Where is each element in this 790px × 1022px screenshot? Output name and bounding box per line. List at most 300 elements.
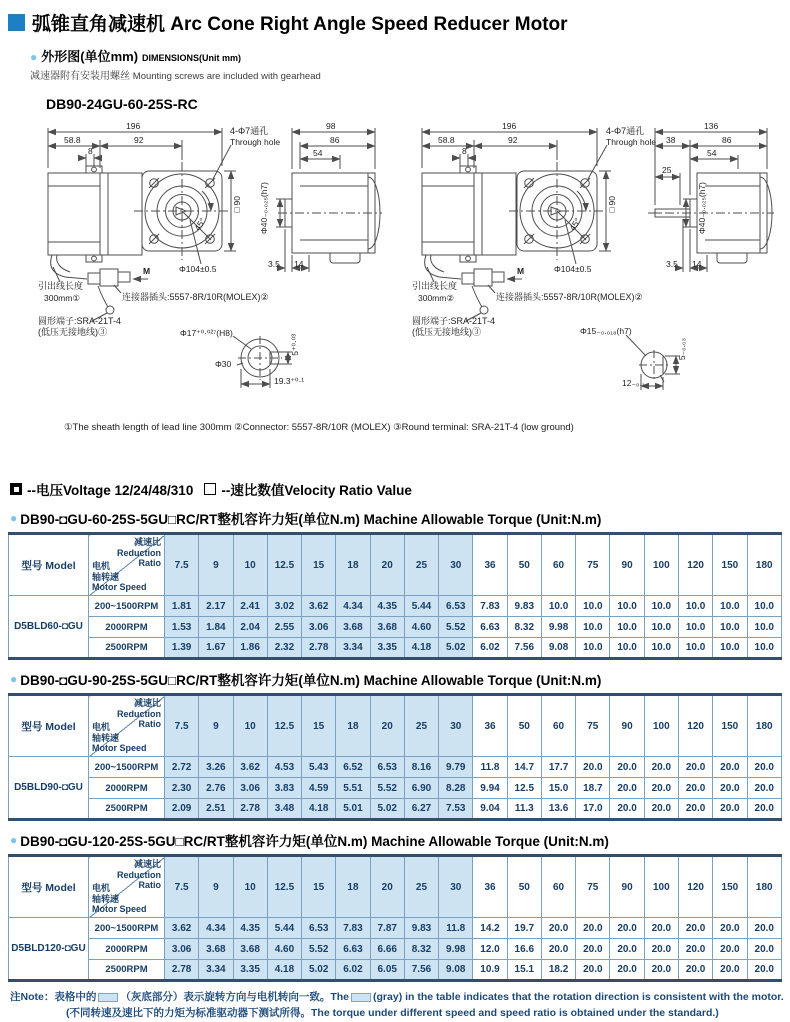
ratio-column-header: 12.5 bbox=[267, 695, 301, 757]
ratio-marker-icon bbox=[204, 483, 216, 495]
dim-step: 8 bbox=[88, 146, 93, 156]
torque-cell: 14.7 bbox=[507, 757, 541, 778]
ratio-column-header: 60 bbox=[541, 534, 575, 596]
torque-cell: 20.0 bbox=[678, 918, 712, 939]
torque-cell: 2.51 bbox=[199, 799, 233, 820]
terminal-label-1: 圆形端子:SRA-21T-4 bbox=[38, 316, 122, 326]
torque-cell: 9.08 bbox=[439, 960, 473, 981]
torque-cell: 10.0 bbox=[747, 596, 781, 617]
torque-cell: 11.3 bbox=[507, 799, 541, 820]
torque-cell: 9.94 bbox=[473, 778, 507, 799]
reduction-ratio-label: 减速比 Reduction Ratio bbox=[117, 859, 161, 891]
ratio-column-header: 36 bbox=[473, 695, 507, 757]
torque-cell: 20.0 bbox=[678, 960, 712, 981]
torque-cell: 4.18 bbox=[267, 960, 301, 981]
dim-angle: 45° bbox=[192, 216, 208, 233]
dim-shaft-diameter: Φ40₋₀.₀₂₅(h7) bbox=[259, 182, 269, 234]
dim-shaft-diameter: Φ40₋₀.₀₂₅(h7) bbox=[697, 182, 707, 234]
bullet-icon: ● bbox=[10, 672, 18, 686]
dim-side-total: 98 bbox=[326, 121, 336, 131]
ratio-column-header: 75 bbox=[576, 856, 610, 918]
ratio-column-header: 15 bbox=[302, 695, 336, 757]
torque-cell: 8.16 bbox=[404, 757, 438, 778]
torque-cell: 1.86 bbox=[233, 638, 267, 659]
torque-cell: 3.68 bbox=[199, 939, 233, 960]
ratio-column-header: 90 bbox=[610, 534, 644, 596]
detail-outer-dim: Φ30 bbox=[215, 359, 232, 369]
bullet-icon: ● bbox=[30, 50, 38, 64]
lead-wire-label-cn: 引出线长度 bbox=[412, 281, 458, 291]
torque-cell: 5.52 bbox=[370, 778, 404, 799]
lead-wire-label-cn: 引出线长度 bbox=[38, 281, 84, 291]
torque-cell: 5.02 bbox=[370, 799, 404, 820]
torque-cell: 9.83 bbox=[507, 596, 541, 617]
torque-cell: 10.0 bbox=[713, 617, 747, 638]
torque-cell: 6.05 bbox=[370, 960, 404, 981]
ratio-column-header: 15 bbox=[302, 534, 336, 596]
ratio-column-header: 7.5 bbox=[165, 856, 199, 918]
ratio-column-header: 100 bbox=[644, 695, 678, 757]
torque-cell: 2.17 bbox=[199, 596, 233, 617]
torque-cell: 4.60 bbox=[267, 939, 301, 960]
ratio-column-header: 9 bbox=[199, 856, 233, 918]
ratio-column-header: 18 bbox=[336, 534, 370, 596]
ratio-column-header: 150 bbox=[713, 534, 747, 596]
torque-cell: 1.81 bbox=[165, 596, 199, 617]
torque-cell: 2.76 bbox=[199, 778, 233, 799]
ratio-column-header: 50 bbox=[507, 534, 541, 596]
torque-cell: 20.0 bbox=[541, 918, 575, 939]
torque-cell: 20.0 bbox=[713, 757, 747, 778]
ratio-column-header: 20 bbox=[370, 856, 404, 918]
torque-cell: 20.0 bbox=[678, 757, 712, 778]
dimensions-label-en: DIMENSIONS(Unit mm) bbox=[142, 53, 242, 63]
dim-gear-length: 92 bbox=[508, 135, 518, 145]
torque-cell: 3.06 bbox=[302, 617, 336, 638]
dim-holes-en: Through hole bbox=[606, 137, 657, 147]
lead-wire-length: 300mm② bbox=[418, 293, 454, 303]
motor-speed-label: 电机 轴转速 Motor Speed bbox=[92, 722, 147, 754]
torque-cell: 9.98 bbox=[439, 939, 473, 960]
torque-cell: 5.02 bbox=[302, 960, 336, 981]
note-line-1 bbox=[10, 990, 790, 1006]
table-row bbox=[9, 799, 782, 820]
model-heading: DB90-24GU-60-25S-RC bbox=[46, 96, 198, 112]
model-cell: D5BLD60-◘GU bbox=[9, 596, 89, 659]
torque-cell: 20.0 bbox=[747, 939, 781, 960]
torque-cell: 20.0 bbox=[747, 778, 781, 799]
table-title-text: DB90-◘GU-60-25S-5GU□RC/RT整机容许力矩(单位N.m) Machine Allowable Torque (Unit:N.m) bbox=[20, 512, 602, 527]
dim-angle: 45° bbox=[567, 216, 583, 233]
terminal-label-1: 圆形端子:SRA-21T-4 bbox=[412, 316, 496, 326]
torque-cell: 3.62 bbox=[233, 757, 267, 778]
terminal-label-2: (低压无接地线)③ bbox=[38, 327, 107, 337]
torque-cell: 2.41 bbox=[233, 596, 267, 617]
torque-cell: 6.52 bbox=[336, 757, 370, 778]
torque-cell: 20.0 bbox=[644, 918, 678, 939]
torque-cell: 14.2 bbox=[473, 918, 507, 939]
torque-cell: 20.0 bbox=[747, 757, 781, 778]
ratio-column-header: 25 bbox=[404, 856, 438, 918]
torque-cell: 6.02 bbox=[336, 960, 370, 981]
dim-holes-cn: 4-Φ7通孔 bbox=[606, 126, 645, 136]
torque-cell: 15.1 bbox=[507, 960, 541, 981]
table-title-90 bbox=[10, 669, 782, 689]
speed-cell: 2500RPM bbox=[89, 638, 165, 659]
torque-cell: 3.62 bbox=[302, 596, 336, 617]
torque-cell: 20.0 bbox=[644, 778, 678, 799]
torque-cell: 20.0 bbox=[541, 939, 575, 960]
torque-cell: 3.34 bbox=[199, 960, 233, 981]
torque-cell: 20.0 bbox=[644, 757, 678, 778]
ratio-column-header: 100 bbox=[644, 534, 678, 596]
model-cell: D5BLD90-◘GU bbox=[9, 757, 89, 820]
reduction-ratio-label: 减速比 Reduction Ratio bbox=[117, 698, 161, 730]
table-title-text: DB90-◘GU-120-25S-5GU□RC/RT整机容许力矩(单位N.m) Machine Allowable Torque (Unit:N.m) bbox=[20, 834, 609, 849]
ratio-column-header: 20 bbox=[370, 534, 404, 596]
torque-cell: 4.35 bbox=[233, 918, 267, 939]
torque-cell: 5.43 bbox=[302, 757, 336, 778]
speed-cell: 2500RPM bbox=[89, 799, 165, 820]
torque-cell: 5.01 bbox=[336, 799, 370, 820]
ratio-column-header: 120 bbox=[678, 856, 712, 918]
torque-table-block-60 bbox=[8, 508, 782, 660]
torque-cell: 2.78 bbox=[165, 960, 199, 981]
dim-foot-a: 3.5 bbox=[666, 259, 678, 269]
ratio-column-header: 90 bbox=[610, 695, 644, 757]
dim-flange-square: □90 bbox=[607, 196, 617, 216]
drawing-footnote: ①The sheath length of lead line 300mm ②Connector: 5557-8R/10R (MOLEX) ③Round terminal: SRA-21T-4 (low ground) bbox=[64, 422, 574, 433]
torque-cell: 6.63 bbox=[336, 939, 370, 960]
bottom-note bbox=[10, 990, 790, 1022]
torque-cell: 20.0 bbox=[678, 799, 712, 820]
gray-swatch-icon bbox=[351, 993, 371, 1002]
connector-label: 连接器插头:5557-8R/10R(MOLEX)② bbox=[496, 292, 643, 302]
ratio-column-header: 30 bbox=[439, 534, 473, 596]
ratio-column-header: 120 bbox=[678, 534, 712, 596]
torque-cell: 10.0 bbox=[644, 617, 678, 638]
right-drawing-lineart bbox=[412, 116, 787, 408]
ratio-column-header: 9 bbox=[199, 534, 233, 596]
dim-step: 8 bbox=[462, 146, 467, 156]
dim-foot-b: 14 bbox=[692, 259, 702, 269]
ratio-column-header: 9 bbox=[199, 695, 233, 757]
ratio-column-header: 60 bbox=[541, 856, 575, 918]
bullet-icon: ● bbox=[10, 833, 18, 847]
torque-cell: 3.68 bbox=[370, 617, 404, 638]
motor-speed-label: 电机 轴转速 Motor Speed bbox=[92, 561, 147, 593]
terminal-label-2: (低压无接地线)③ bbox=[412, 327, 481, 337]
torque-cell: 3.34 bbox=[336, 638, 370, 659]
torque-cell: 20.0 bbox=[610, 918, 644, 939]
torque-cell: 20.0 bbox=[610, 778, 644, 799]
torque-cell: 20.0 bbox=[576, 757, 610, 778]
note-p2: （灰底部分）表示旋转方向与电机转向一致。The bbox=[120, 991, 350, 1003]
detail-width-dim: 12₋₀.₁ bbox=[622, 378, 645, 388]
torque-cell: 9.98 bbox=[541, 617, 575, 638]
ratio-column-header: 7.5 bbox=[165, 695, 199, 757]
torque-cell: 5.51 bbox=[336, 778, 370, 799]
torque-cell: 20.0 bbox=[610, 757, 644, 778]
dim-foot-a: 3.5 bbox=[268, 259, 280, 269]
ratio-column-header: 30 bbox=[439, 695, 473, 757]
torque-cell: 2.30 bbox=[165, 778, 199, 799]
ratio-column-header: 12.5 bbox=[267, 534, 301, 596]
bullet-icon: ● bbox=[10, 511, 18, 525]
torque-cell: 2.32 bbox=[267, 638, 301, 659]
torque-cell: 3.68 bbox=[233, 939, 267, 960]
dim-pitch-circle: Φ104±0.5 bbox=[179, 264, 217, 274]
torque-cell: 4.18 bbox=[404, 638, 438, 659]
torque-cell: 17.0 bbox=[576, 799, 610, 820]
torque-cell: 20.0 bbox=[610, 960, 644, 981]
torque-cell: 3.35 bbox=[233, 960, 267, 981]
dimensions-section-line bbox=[0, 36, 790, 65]
table-row bbox=[9, 617, 782, 638]
torque-cell: 10.0 bbox=[678, 638, 712, 659]
voltage-legend-label: --电压Voltage 12/24/48/310 bbox=[27, 483, 194, 498]
torque-cell: 6.63 bbox=[473, 617, 507, 638]
torque-cell: 2.04 bbox=[233, 617, 267, 638]
torque-cell: 7.83 bbox=[473, 596, 507, 617]
ratio-column-header: 10 bbox=[233, 856, 267, 918]
table-row bbox=[9, 939, 782, 960]
mounting-screws-en: Mounting screws are included with gearhead bbox=[132, 71, 321, 82]
dim-side-b: 86 bbox=[722, 135, 732, 145]
torque-cell: 10.0 bbox=[610, 596, 644, 617]
mounting-screws-cn: 减速器附有安装用螺丝 bbox=[30, 71, 130, 82]
ratio-column-header: 180 bbox=[747, 856, 781, 918]
model-column-header: 型号 Model bbox=[9, 856, 89, 918]
torque-table-block-120 bbox=[8, 830, 782, 982]
ratio-column-header: 18 bbox=[336, 856, 370, 918]
drawing-round-shaft-version bbox=[30, 116, 405, 408]
torque-cell: 4.53 bbox=[267, 757, 301, 778]
torque-cell: 12.5 bbox=[507, 778, 541, 799]
ratio-column-header: 180 bbox=[747, 695, 781, 757]
torque-cell: 2.78 bbox=[302, 638, 336, 659]
model-cell: D5BLD120-◘GU bbox=[9, 918, 89, 981]
ratio-column-header: 15 bbox=[302, 856, 336, 918]
torque-cell: 1.53 bbox=[165, 617, 199, 638]
torque-cell: 20.0 bbox=[713, 778, 747, 799]
torque-cell: 7.83 bbox=[336, 918, 370, 939]
ratio-column-header: 150 bbox=[713, 856, 747, 918]
torque-cell: 4.59 bbox=[302, 778, 336, 799]
torque-cell: 4.34 bbox=[336, 596, 370, 617]
speed-cell: 2000RPM bbox=[89, 617, 165, 638]
torque-cell: 16.6 bbox=[507, 939, 541, 960]
table-row bbox=[9, 596, 782, 617]
mounting-screws-line bbox=[0, 65, 790, 82]
torque-cell: 3.48 bbox=[267, 799, 301, 820]
model-column-header: 型号 Model bbox=[9, 695, 89, 757]
dim-total-length: 196 bbox=[502, 121, 517, 131]
ratio-speed-diagonal-header bbox=[89, 856, 165, 918]
torque-table-90 bbox=[8, 693, 782, 821]
torque-cell: 11.8 bbox=[439, 918, 473, 939]
torque-table-120 bbox=[8, 854, 782, 982]
torque-cell: 20.0 bbox=[576, 960, 610, 981]
mount-direction-mark: M bbox=[143, 266, 151, 276]
page-header bbox=[0, 0, 790, 36]
speed-cell: 200~1500RPM bbox=[89, 918, 165, 939]
table-row bbox=[9, 778, 782, 799]
dim-foot-b: 14 bbox=[294, 259, 304, 269]
torque-cell: 18.2 bbox=[541, 960, 575, 981]
torque-cell: 20.0 bbox=[644, 939, 678, 960]
torque-cell: 7.56 bbox=[404, 960, 438, 981]
ratio-column-header: 50 bbox=[507, 856, 541, 918]
speed-cell: 2000RPM bbox=[89, 939, 165, 960]
lead-wire-length: 300mm① bbox=[44, 293, 80, 303]
page-title: 弧锥直角减速机 Arc Cone Right Angle Speed Reducer Motor bbox=[32, 14, 568, 35]
voltage-marker-icon bbox=[10, 483, 22, 495]
torque-cell: 9.83 bbox=[404, 918, 438, 939]
ratio-column-header: 18 bbox=[336, 695, 370, 757]
torque-cell: 12.0 bbox=[473, 939, 507, 960]
torque-cell: 3.83 bbox=[267, 778, 301, 799]
torque-cell: 5.52 bbox=[439, 617, 473, 638]
dim-side-c: 54 bbox=[707, 148, 717, 158]
dim-holes-en: Through hole bbox=[230, 137, 281, 147]
ratio-column-header: 20 bbox=[370, 695, 404, 757]
dimension-drawings bbox=[0, 116, 790, 408]
torque-table-60 bbox=[8, 532, 782, 660]
speed-cell: 200~1500RPM bbox=[89, 596, 165, 617]
ratio-column-header: 12.5 bbox=[267, 856, 301, 918]
torque-cell: 20.0 bbox=[747, 918, 781, 939]
torque-cell: 13.6 bbox=[541, 799, 575, 820]
speed-cell: 2000RPM bbox=[89, 778, 165, 799]
torque-cell: 3.02 bbox=[267, 596, 301, 617]
torque-cell: 20.0 bbox=[713, 960, 747, 981]
ratio-column-header: 90 bbox=[610, 856, 644, 918]
dim-shaft-length: 25 bbox=[662, 165, 672, 175]
detail-shaft-dim: Φ15₋₀.₀₁₈(h7) bbox=[580, 326, 632, 336]
table-row bbox=[9, 960, 782, 981]
torque-cell: 10.0 bbox=[747, 638, 781, 659]
torque-cell: 1.67 bbox=[199, 638, 233, 659]
torque-cell: 8.32 bbox=[507, 617, 541, 638]
torque-cell: 20.0 bbox=[644, 799, 678, 820]
dim-motor-length: 58.8 bbox=[64, 135, 81, 145]
torque-cell: 6.53 bbox=[370, 757, 404, 778]
torque-cell: 2.72 bbox=[165, 757, 199, 778]
ratio-column-header: 10 bbox=[233, 695, 267, 757]
torque-cell: 5.44 bbox=[267, 918, 301, 939]
torque-cell: 10.0 bbox=[610, 638, 644, 659]
dim-side-b: 86 bbox=[330, 135, 340, 145]
torque-cell: 10.0 bbox=[713, 638, 747, 659]
ratio-column-header: 150 bbox=[713, 695, 747, 757]
torque-cell: 20.0 bbox=[713, 939, 747, 960]
ratio-column-header: 10 bbox=[233, 534, 267, 596]
torque-cell: 7.53 bbox=[439, 799, 473, 820]
torque-cell: 10.0 bbox=[747, 617, 781, 638]
torque-cell: 3.06 bbox=[233, 778, 267, 799]
torque-cell: 3.35 bbox=[370, 638, 404, 659]
torque-cell: 9.08 bbox=[541, 638, 575, 659]
ratio-column-header: 30 bbox=[439, 856, 473, 918]
ratio-column-header: 50 bbox=[507, 695, 541, 757]
table-title-120 bbox=[10, 830, 782, 850]
torque-cell: 10.0 bbox=[713, 596, 747, 617]
torque-cell: 10.0 bbox=[576, 617, 610, 638]
torque-cell: 7.87 bbox=[370, 918, 404, 939]
table-title-60 bbox=[10, 508, 782, 528]
dimensions-label-cn: 外形图(单位mm) bbox=[41, 49, 139, 64]
torque-cell: 18.7 bbox=[576, 778, 610, 799]
symbol-legend bbox=[10, 479, 790, 499]
detail-height-dim: 5₋₀.₀₃ bbox=[677, 338, 687, 361]
torque-cell: 6.66 bbox=[370, 939, 404, 960]
table-row bbox=[9, 638, 782, 659]
torque-cell: 20.0 bbox=[747, 799, 781, 820]
torque-cell: 20.0 bbox=[610, 799, 644, 820]
torque-cell: 10.0 bbox=[644, 596, 678, 617]
ratio-column-header: 36 bbox=[473, 534, 507, 596]
torque-cell: 11.8 bbox=[473, 757, 507, 778]
torque-cell: 9.04 bbox=[473, 799, 507, 820]
ratio-legend-label: --速比数值Velocity Ratio Value bbox=[221, 483, 412, 498]
torque-cell: 20.0 bbox=[678, 939, 712, 960]
note-p3: (gray) in the table indicates that the rotation direction is consistent with the motor. bbox=[373, 991, 784, 1003]
torque-cell: 20.0 bbox=[713, 799, 747, 820]
torque-cell: 2.78 bbox=[233, 799, 267, 820]
torque-cell: 8.28 bbox=[439, 778, 473, 799]
ratio-column-header: 180 bbox=[747, 534, 781, 596]
torque-cell: 6.90 bbox=[404, 778, 438, 799]
dim-side-total: 136 bbox=[704, 121, 719, 131]
ratio-column-header: 60 bbox=[541, 695, 575, 757]
torque-cell: 4.18 bbox=[302, 799, 336, 820]
torque-cell: 10.0 bbox=[576, 638, 610, 659]
torque-cell: 1.84 bbox=[199, 617, 233, 638]
connector-label: 连接器插头:5557-8R/10R(MOLEX)② bbox=[122, 292, 269, 302]
speed-cell: 200~1500RPM bbox=[89, 757, 165, 778]
detail-height-dim: 5⁺⁰·⁰³ bbox=[290, 334, 300, 356]
ratio-column-header: 7.5 bbox=[165, 534, 199, 596]
reduction-ratio-label: 减速比 Reduction Ratio bbox=[117, 537, 161, 569]
torque-cell: 2.09 bbox=[165, 799, 199, 820]
model-column-header: 型号 Model bbox=[9, 534, 89, 596]
table-row bbox=[9, 918, 782, 939]
torque-cell: 20.0 bbox=[713, 918, 747, 939]
torque-cell: 4.35 bbox=[370, 596, 404, 617]
torque-cell: 3.68 bbox=[336, 617, 370, 638]
header-square-icon bbox=[8, 14, 25, 31]
torque-cell: 1.39 bbox=[165, 638, 199, 659]
note-line-2: (不同转速及速比下的力矩为标准驱动器下测试所得。The torque under different speed and speed ratio is obtained under the standard.) bbox=[66, 1006, 719, 1019]
ratio-column-header: 25 bbox=[404, 695, 438, 757]
drawing-dcut-shaft-version bbox=[412, 116, 787, 408]
dim-pitch-circle: Φ104±0.5 bbox=[554, 264, 592, 274]
torque-cell: 8.32 bbox=[404, 939, 438, 960]
torque-cell: 10.0 bbox=[644, 638, 678, 659]
ratio-column-header: 75 bbox=[576, 534, 610, 596]
ratio-speed-diagonal-header bbox=[89, 534, 165, 596]
dim-total-length: 196 bbox=[126, 121, 141, 131]
mount-direction-mark: M bbox=[517, 266, 525, 276]
torque-cell: 4.60 bbox=[404, 617, 438, 638]
ratio-column-header: 120 bbox=[678, 695, 712, 757]
ratio-column-header: 75 bbox=[576, 695, 610, 757]
torque-cell: 10.0 bbox=[678, 617, 712, 638]
torque-cell: 6.02 bbox=[473, 638, 507, 659]
torque-cell: 6.27 bbox=[404, 799, 438, 820]
dim-gear-length: 92 bbox=[134, 135, 144, 145]
